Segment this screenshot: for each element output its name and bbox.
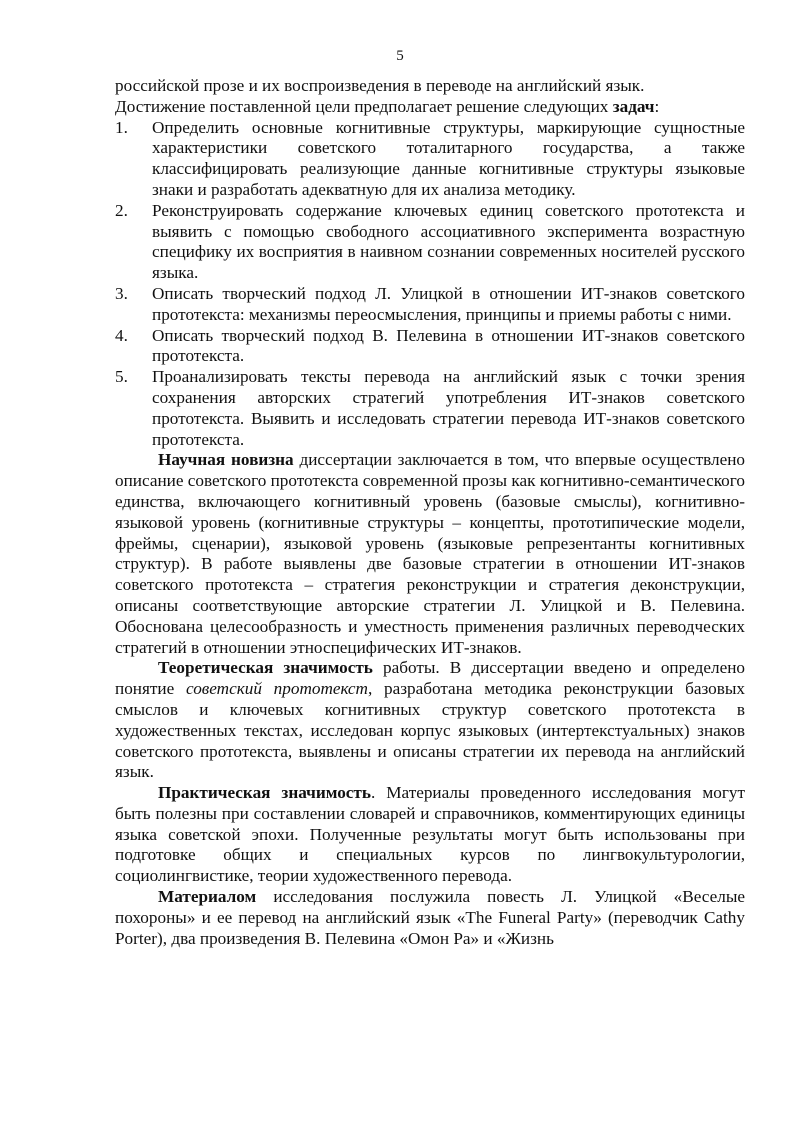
page-number: 5	[396, 48, 404, 64]
task-number: 4.	[115, 325, 128, 345]
task-item-2	[115, 201, 745, 284]
task-text: Проанализировать тексты перевода на английский язык с точки зрения сохранения авторских стратегий употребления ИТ-знаков советского прототекста. Выявить и исследовать стратегии перевода ИТ-знаков советского прототекста.	[152, 367, 745, 449]
page-body	[115, 76, 745, 949]
task-number: 1.	[115, 117, 128, 137]
theory-text-after: , разработана методика реконструкции базовых смыслов и ключевых когнитивных структур советского прототекста в художественных текстах, исследован корпус языковых (интертекстуальных) знаков советского прототекста, выявлены и описаны стратегии их перевода на английский язык.	[115, 679, 745, 782]
task-item-1	[115, 118, 745, 201]
intro-paragraph	[115, 76, 745, 118]
theory-text-before: работы. В диссертации введено и определено понятие	[115, 658, 745, 699]
task-number: 2.	[115, 200, 128, 220]
task-text: Описать творческий подход Л. Улицкой в отношении ИТ-знаков советского прототекста: механизмы переосмысления, принципы и приемы работы с ними.	[152, 283, 745, 324]
task-item-3	[115, 284, 745, 326]
practice-heading: Практическая значимость	[158, 783, 371, 803]
intro-line-2-colon: :	[654, 96, 660, 116]
tasks-list	[115, 118, 745, 451]
tasks-keyword: задач	[612, 96, 655, 116]
task-text: Определить основные когнитивные структуры, маркирующие сущностные характеристики советского тоталитарного государства, а также классифицировать реализующие данные когнитивные структуры языковые знаки и разработать адекватную для их анализа методику.	[152, 117, 745, 199]
theory-paragraph	[115, 658, 745, 783]
task-item-5	[115, 367, 745, 450]
novelty-paragraph	[115, 450, 745, 658]
practice-paragraph	[115, 783, 745, 887]
theory-heading: Теоретическая значимость	[158, 658, 373, 678]
material-text: исследования послужила повесть Л. Улицкой «Веселые похороны» и ее перевод на английский язык «The Funeral Party» (переводчик Cathy Porter), два произведения В. Пелевина «Омон Ра» и «Жизнь	[115, 887, 745, 948]
theory-term: советский прототекст	[186, 679, 368, 699]
task-item-4	[115, 326, 745, 368]
intro-line-1: российской прозе и их воспроизведения в переводе на английский язык.	[115, 76, 645, 95]
task-text: Реконструировать содержание ключевых единиц советского прототекста и выявить с помощью свободного ассоциативного эксперимента возрастную специфику их восприятия в наивном сознании современных носителей русского языка.	[152, 200, 745, 283]
task-number: 5.	[115, 367, 128, 387]
task-text: Описать творческий подход В. Пелевина в отношении ИТ-знаков советского прототекста.	[152, 325, 745, 366]
material-heading: Материалом	[158, 887, 257, 907]
intro-line-2-text: Достижение поставленной цели предполагает решение следующих	[115, 96, 613, 116]
material-paragraph	[115, 887, 745, 949]
novelty-heading: Научная новизна	[158, 450, 294, 470]
task-number: 3.	[115, 283, 128, 303]
novelty-text: диссертации заключается в том, что впервые осуществлено описание советского прототекста современной прозы как когнитивно-семантического единства, включающего когнитивный уровень (базовые смыслы), когнитивно-языковой уровень (когнитивные структуры – концепты, прототипические модели, фреймы, сценарии), языковой уровень (языковые репрезентанты когнитивных структур). В работе выявлены две базовые стратегии в отношении ИТ-знаков советского прототекста – стратегия реконструкции и стратегия деконструкции, описаны соответствующие авторские стратегии Л. Улицкой и В. Пелевина. Обоснована целесообразность и уместность применения различных переводческих стратегий в отношении этноспецифических ИТ-знаков.	[115, 450, 745, 657]
practice-text: . Материалы проведенного исследования могут быть полезны при составлении словарей и справочников, комментирующих единицы языка советской эпохи. Полученные результаты могут быть использованы при подготовке общих и специальных курсов по лингвокультурологии, социолингвистике, теории художественного перевода.	[115, 783, 745, 886]
